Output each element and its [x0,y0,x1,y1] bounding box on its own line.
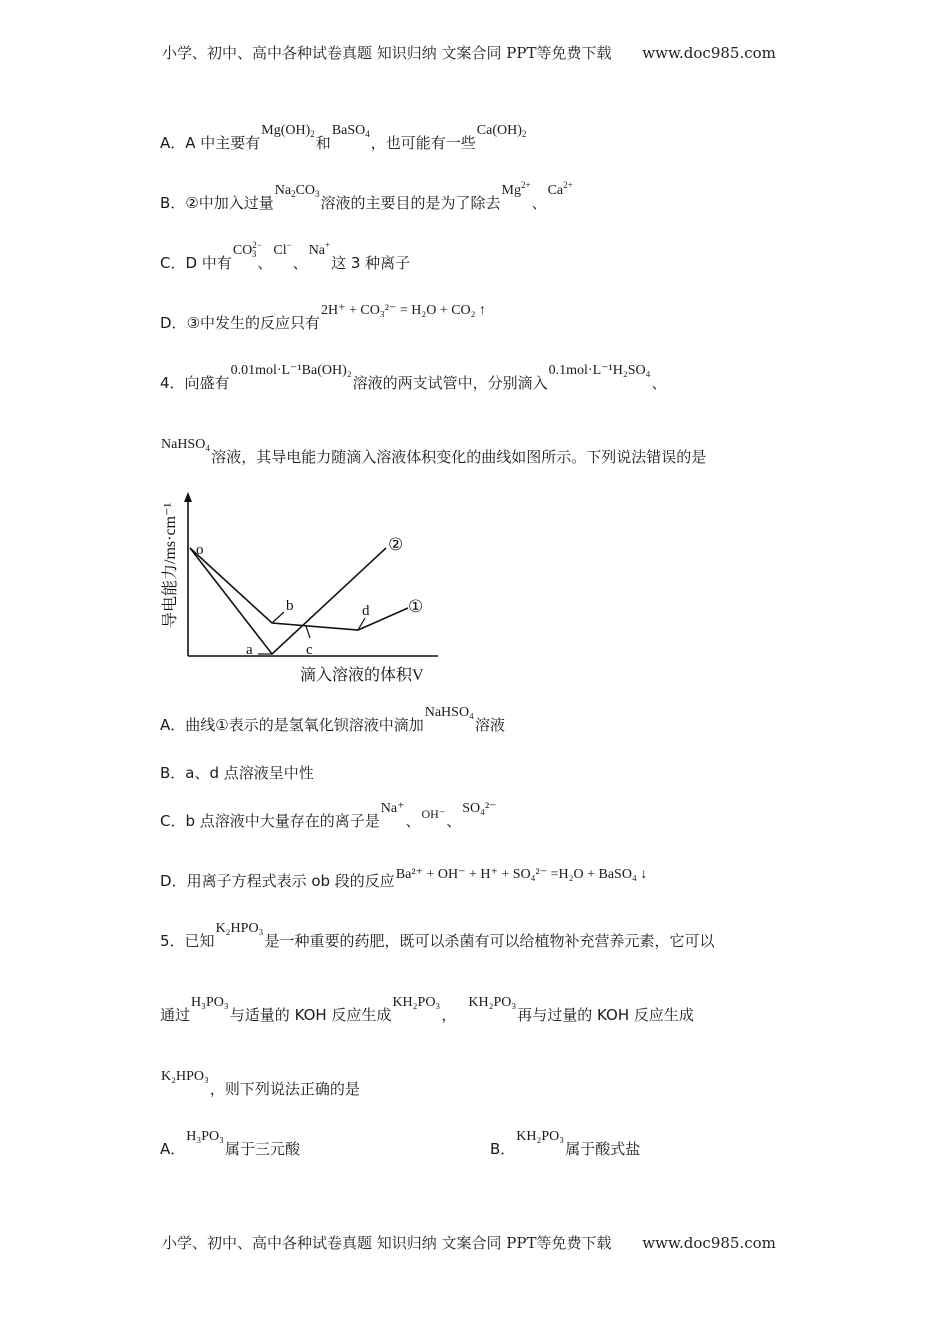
header-url: www.doc985.com [642,44,776,62]
formula-h3po3: H₃PO₃ [191,995,229,1010]
header-text: 小学、初中、高中各种试卷真题 知识归纳 文案合同 PPT等免费下载 [162,44,612,62]
formula-h2so4-conc: 0.1mol·L⁻¹H₂SO₄ [548,363,651,378]
q4-option-d: D．用离子方程式表示 ob 段的反应Ba²⁺ + OH⁻ + H⁺ + SO₄²⁻ =H₂O + BaSO₄ ↓ [160,867,648,890]
page-footer [162,1232,776,1253]
formula-ca-ion: $Ca^{2+}$ [547,180,573,198]
q4-stem-line2: NaHSO₄溶液，其导电能力随滴入溶液体积变化的曲线如图所示。下列说法错误的是 [161,437,707,466]
q5-stem-line3: K₂HPO₃，则下列说法正确的是 [161,1069,360,1098]
q4-option-c: C．b 点溶液中大量存在的离子是Na⁺、$^{OH^-}$、SO₄²⁻ [160,801,497,830]
q3-option-a: A．A 中主要有$Mg(OH)_2$和BaSO$_4$，也可能有一些$Ca(OH)_2$ [160,123,527,152]
footer-text: 小学、初中、高中各种试卷真题 知识归纳 文案合同 PPT等免费下载 [162,1234,612,1252]
formula-kh2po3-opt: KH₂PO₃ [516,1129,565,1144]
q5-option-b: B．KH₂PO₃属于酸式盐 [490,1129,641,1158]
q4-stem-line1: 4．向盛有0.01mol·L⁻¹Ba(OH)₂溶液的两支试管中，分别滴入0.1mol·L⁻¹H₂SO₄、 [160,363,667,392]
point-label-d: d [362,603,370,619]
formula-oh-ion: OH⁻ [421,807,446,821]
q5-stem-line2: 通过H₃PO₃与适量的 KOH 反应生成KH₂PO₃，KH₂PO₃再与过量的 KOH 反应生成 [160,995,694,1024]
point-label-c: c [306,642,313,658]
point-label-a: a [246,642,253,658]
conductivity-chart [150,488,450,688]
q3-option-b: B．②中加入过量$Na_2CO_3$溶液的主要目的是为了除去$Mg^{2+}$、$Ca^{2+}$ [160,180,573,212]
formula-k2hpo3-b: K₂HPO₃ [161,1069,209,1084]
formula-co3-ion: $CO^{2-}_3$ [232,240,262,259]
formula-baoh2-conc: 0.01mol·L⁻¹Ba(OH)₂ [230,363,352,378]
formula-kh2po3: KH₂PO₃ [392,995,441,1010]
q3-option-d: D．③中发生的反应只有2H⁺ + CO₃²⁻ = H₂O + CO₂ ↑ [160,303,487,332]
formula-so4-ion: SO₄²⁻ [462,801,497,816]
formula-caoh2: $Ca(OH)_2$ [476,123,527,139]
curve-label-1: ① [408,597,424,616]
formula-kh2po3-b: KH₂PO₃ [468,995,517,1010]
q3-option-c: C．D 中有$CO^{2-}_3$、Cl−、Na+这 3 种离子 [160,240,411,272]
formula-k2hpo3: K₂HPO₃ [215,921,264,936]
curve-label-2: ② [388,535,404,554]
equation-ob: Ba²⁺ + OH⁻ + H⁺ + SO₄²⁻ =H₂O + BaSO₄ ↓ [395,867,648,882]
page-header [162,42,776,63]
leader-c [306,626,310,638]
chart-ylabel: 导电能力/ms·cm⁻¹ [162,502,179,628]
formula-nahso4: NaHSO₄ [161,437,211,452]
leader-b [272,612,284,623]
formula-na-ion: Na+ [308,240,331,258]
chart-y-arrow [184,492,192,502]
formula-cl-ion: Cl− [273,240,292,258]
formula-h3po3-a: H₃PO₃ [186,1129,225,1144]
footer-url: www.doc985.com [642,1234,776,1252]
chart-xlabel: 滴入溶液的体积V [300,667,424,684]
q4-option-b: B．a、d 点溶液呈中性 [160,764,314,782]
q5-option-a: A．H₃PO₃属于三元酸 [160,1129,301,1158]
formula-nahso4-a: NaHSO₄ [424,705,474,720]
point-label-b: b [286,598,294,614]
formula-baso4: BaSO$_4$ [331,123,370,139]
formula-na2co3: $Na_2CO_3$ [274,183,320,199]
equation-d: 2H⁺ + CO₃²⁻ = H₂O + CO₂ ↑ [321,303,487,318]
point-label-o: o [196,542,204,558]
q5-stem-line1: 5．已知K₂HPO₃是一种重要的药肥，既可以杀菌有可以给植物补充营养元素，它可以 [160,921,715,950]
formula-mgoh2: $Mg(OH)_2$ [261,123,315,139]
q4-option-a: A．曲线①表示的是氢氧化钡溶液中滴加NaHSO₄溶液 [160,705,505,734]
formula-na-ion-c: Na⁺ [380,801,405,816]
formula-mg-ion: $Mg^{2+}$ [501,180,531,198]
